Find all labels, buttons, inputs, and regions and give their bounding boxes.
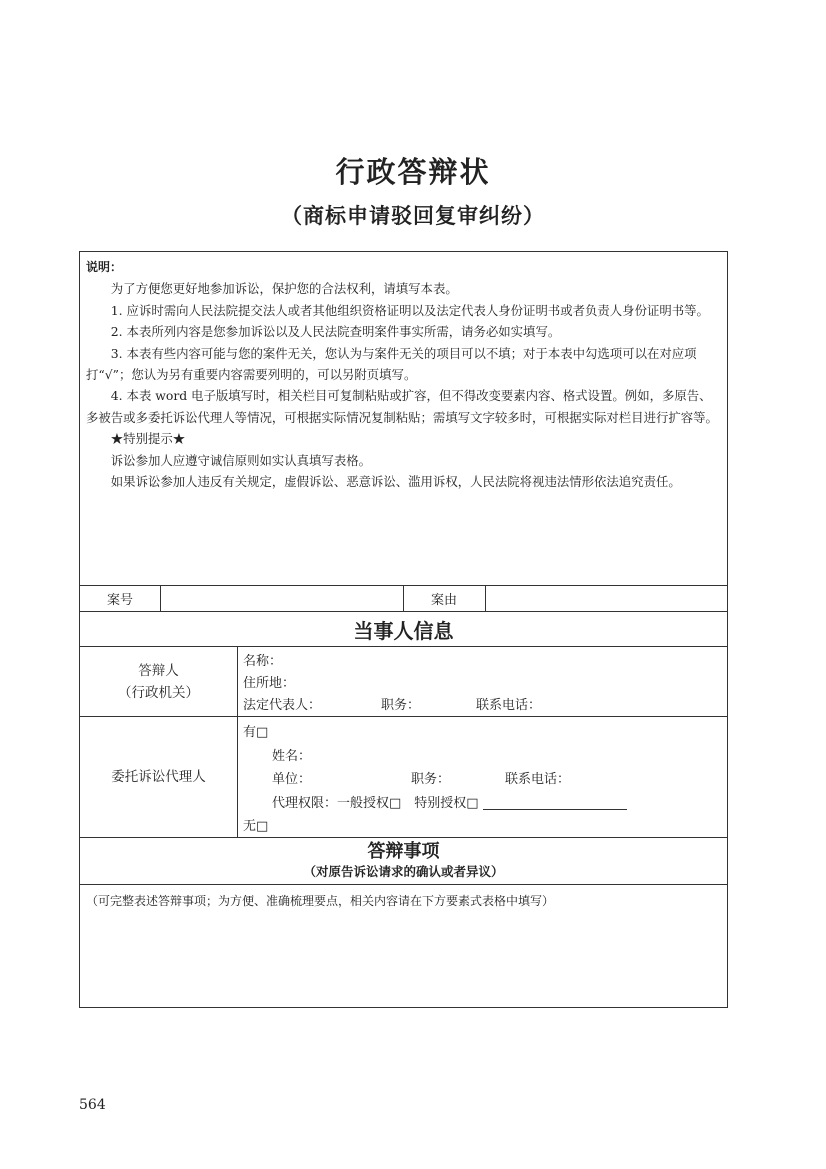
instruction-item: 1. 应诉时需向人民法院提交法人或者其他组织资格证明以及法定代表人身份证明书或者负责人身份证明书等。 <box>110 302 709 318</box>
document-title: 行政答辩状 <box>335 155 491 189</box>
parties-info-heading: 当事人信息 <box>80 612 727 647</box>
case-info-row <box>80 586 727 612</box>
instructions-section <box>80 252 727 586</box>
respondent-row <box>80 647 727 717</box>
case-number-field[interactable] <box>161 586 403 611</box>
agent-position-label: 职务： <box>411 772 451 787</box>
respondent-legal-rep-label: 法定代表人： <box>243 698 322 713</box>
document-subtitle: （商标申请驳回复审纠纷） <box>281 203 545 228</box>
authority-blank-line[interactable] <box>483 809 627 810</box>
respondent-address-label: 住所地： <box>243 676 296 691</box>
agent-name-label: 姓名： <box>272 749 312 764</box>
agent-unit-label: 单位： <box>272 772 312 787</box>
respondent-details[interactable] <box>243 647 727 716</box>
agent-label: 委托诉讼代理人 <box>111 769 206 785</box>
instruction-item: 3. 本表有些内容可能与您的案件无关，您认为与案件无关的项目可以不填；对于本表中勾选项可以在对应项打“√”；您认为另有重要内容需要列明的，可以另附页填写。 <box>86 345 697 383</box>
form-table <box>79 251 728 1008</box>
agent-row <box>80 717 727 838</box>
case-cause-field[interactable] <box>486 586 727 611</box>
agent-phone-label: 联系电话： <box>505 772 571 787</box>
instruction-item: 2. 本表所列内容是您参加诉讼以及人民法院查明案件事实所需，请务必如实填写。 <box>110 324 561 340</box>
agent-has-checkbox[interactable]: 有□ <box>243 725 269 740</box>
defense-hint: （可完整表述答辩事项；为方便、准确梳理要点，相关内容请在下方要素式表格中填写） <box>86 894 555 908</box>
agent-authority-options[interactable]: 代理权限：一般授权□ 特别授权□ <box>272 796 479 811</box>
respondent-sublabel: （行政机关） <box>118 684 199 701</box>
agent-none-checkbox[interactable]: 无□ <box>243 819 269 834</box>
respondent-name-label: 名称： <box>243 654 283 669</box>
instruction-item: 4. 本表 word 电子版填写时，相关栏目可复制粘贴或扩容，但不得改变要素内容、格式设置。例如，多原告、多被告或多委托诉讼代理人等情况，可根据实际情况复制粘贴；需填写文字较多时，可根据实际对栏目进行扩容等。 <box>86 388 718 425</box>
respondent-phone-label: 联系电话： <box>476 698 542 713</box>
page-number: 564 <box>79 1097 106 1113</box>
agent-label-cell <box>80 717 237 837</box>
respondent-label-cell <box>80 647 237 716</box>
agent-details[interactable] <box>243 717 727 837</box>
instructions-heading: 说明： <box>86 260 123 274</box>
defense-heading-section <box>80 838 727 885</box>
agent-authority-line[interactable] <box>272 792 627 811</box>
case-cause-label: 案由 <box>430 593 457 608</box>
case-number-label: 案号 <box>106 593 133 608</box>
defense-heading: 答辩事项 <box>367 841 440 862</box>
special-notice-heading: ★特别提示★ <box>110 431 186 447</box>
special-notice-text: 如果诉讼参加人违反有关规定，虚假诉讼、恶意诉讼、滥用诉权，人民法院将视违法情形依法追究责任。 <box>110 474 681 490</box>
special-notice-text: 诉讼参加人应遵守诚信原则如实认真填写表格。 <box>110 452 371 468</box>
instructions-intro: 为了方便您更好地参加诉讼，保护您的合法权利，请填写本表。 <box>110 281 458 297</box>
defense-subheading: （对原告诉讼请求的确认或者异议） <box>303 864 504 879</box>
respondent-position-label: 职务： <box>381 698 421 713</box>
respondent-label: 答辩人 <box>138 662 179 679</box>
